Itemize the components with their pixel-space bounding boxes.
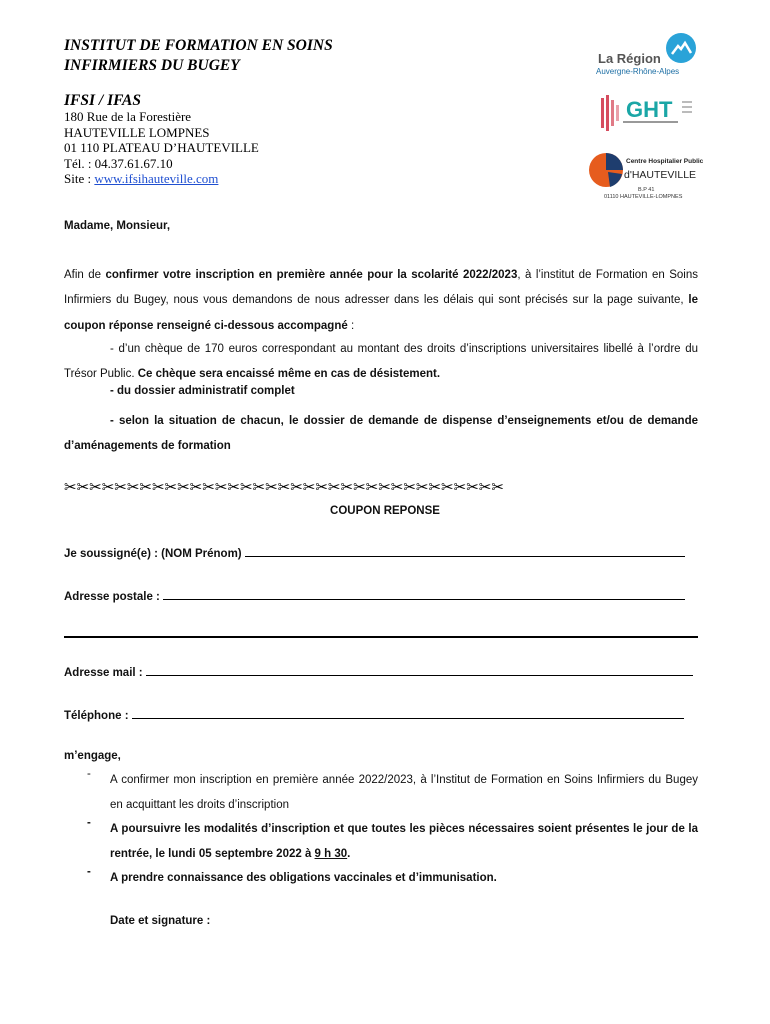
region-logo bbox=[596, 33, 706, 77]
postal-second-line[interactable] bbox=[64, 636, 698, 638]
item2-text bbox=[110, 817, 698, 867]
mail-label: Adresse mail : bbox=[64, 667, 143, 679]
item1-text: A confirmer mon inscription en première année 2022/2023, à l’Institut de Formation en Soins Infirmiers du Bugey en acquittant les droits d’inscription bbox=[110, 774, 698, 811]
item2-time: 9 h 30 bbox=[314, 848, 348, 860]
bullet-dispense bbox=[64, 409, 698, 459]
hospital-logo bbox=[588, 152, 706, 204]
commitment-item-3 bbox=[64, 866, 698, 891]
postal-field[interactable] bbox=[64, 589, 685, 603]
phone-field[interactable] bbox=[64, 708, 684, 722]
item3-text: A prendre connaissance des obligations vaccinales et d’immunisation. bbox=[110, 872, 497, 884]
p2-text-a: - d’un chèque de 170 euros correspondant au montant des droits d’inscriptions universitaires libellé à l’ordre du Trésor Public. bbox=[64, 343, 698, 381]
address-site bbox=[64, 171, 259, 187]
phone-label: Téléphone : bbox=[64, 710, 129, 722]
institute-title-line2: INFIRMIERS DU BUGEY bbox=[64, 57, 240, 74]
p1-text-b: confirmer votre inscription en première année pour la scolarité 2022/2023 bbox=[105, 269, 518, 281]
coupon-title: COUPON REPONSE bbox=[330, 505, 440, 517]
postal-line[interactable] bbox=[163, 589, 685, 600]
salutation: Madame, Monsieur, bbox=[64, 220, 171, 232]
hospital-line2: d'HAUTEVILLE bbox=[624, 169, 697, 181]
site-label: Site : bbox=[64, 171, 95, 186]
hospital-line1: Centre Hospitalier Public bbox=[626, 158, 704, 165]
region-subtitle: Auvergne-Rhône-Alpes bbox=[596, 67, 680, 76]
paragraph-cheque bbox=[64, 337, 698, 388]
p2-text-b: Ce chèque sera encaissé même en cas de désistement. bbox=[137, 368, 441, 381]
p1-text-c: , à l’institut de Formation en Soins Infirmiers du Bugey, nous vous demandons de nous adresser dans les délais qui sont précisés sur la page suivante, bbox=[64, 269, 699, 307]
commitment-item-2 bbox=[64, 817, 698, 867]
bullet-dossier: - du dossier administratif complet bbox=[110, 385, 295, 397]
item2-text-c: . bbox=[347, 848, 351, 860]
bullet-dispense-text: - selon la situation de chacun, le dossier de demande de dispense d’enseignements et/ou de demande d’aménagements de formation bbox=[64, 415, 698, 452]
name-label: Je soussigné(e) : (NOM Prénom) bbox=[64, 548, 242, 560]
address-city2: 01 110 PLATEAU D’HAUTEVILLE bbox=[64, 140, 259, 155]
address-street: 180 Rue de la Forestière bbox=[64, 109, 192, 124]
institute-title bbox=[64, 36, 333, 76]
commitment-item-1 bbox=[64, 768, 698, 818]
p1-text-e: : bbox=[347, 319, 355, 332]
p1-text-a: Afin de bbox=[64, 269, 106, 281]
hospital-city: 01110 HAUTEVILLE-LOMPNES bbox=[604, 194, 683, 200]
ght-logo bbox=[600, 95, 695, 133]
mail-field[interactable] bbox=[64, 665, 693, 679]
paragraph-confirm bbox=[64, 263, 698, 339]
item3-dash: - bbox=[87, 866, 91, 878]
engage-label: m’engage, bbox=[64, 750, 121, 762]
region-title: La Région bbox=[598, 51, 661, 66]
hospital-bp: B.P 41 bbox=[638, 187, 655, 193]
mail-line[interactable] bbox=[146, 665, 693, 676]
site-link[interactable]: www.ifsihauteville.com bbox=[94, 171, 219, 186]
item2-dash: - bbox=[87, 817, 91, 829]
ifsi-ifas-heading: IFSI / IFAS bbox=[64, 92, 141, 109]
item2-text-a: A poursuivre les modalités d’inscription et que toutes les pièces nécessaires soient présentes le jour de la rentrée, le lundi 05 septembre 2022 à bbox=[110, 823, 698, 860]
phone-line[interactable] bbox=[132, 708, 684, 719]
name-field[interactable] bbox=[64, 546, 685, 560]
scissors-cut-line: ✂✂✂✂✂✂✂✂✂✂✂✂✂✂✂✂✂✂✂✂✂✂✂✂✂✂✂✂✂✂✂✂✂✂✂ bbox=[64, 478, 504, 496]
address-block bbox=[64, 109, 259, 187]
address-city1: HAUTEVILLE LOMPNES bbox=[64, 124, 210, 140]
ght-text: GHT bbox=[626, 97, 673, 122]
postal-label: Adresse postale : bbox=[64, 591, 160, 603]
date-signature-label: Date et signature : bbox=[110, 915, 211, 927]
hospital-emblem-icon bbox=[588, 152, 624, 188]
item1-dash: - bbox=[87, 768, 91, 780]
p1-text-d: le coupon réponse renseigné ci-dessous accompagné bbox=[64, 294, 698, 332]
address-phone: Tél. : 04.37.61.67.10 bbox=[64, 155, 173, 171]
institute-title-line1: INSTITUT DE FORMATION EN SOINS bbox=[64, 37, 333, 54]
name-line[interactable] bbox=[245, 546, 685, 557]
region-mountain-icon bbox=[666, 33, 696, 63]
